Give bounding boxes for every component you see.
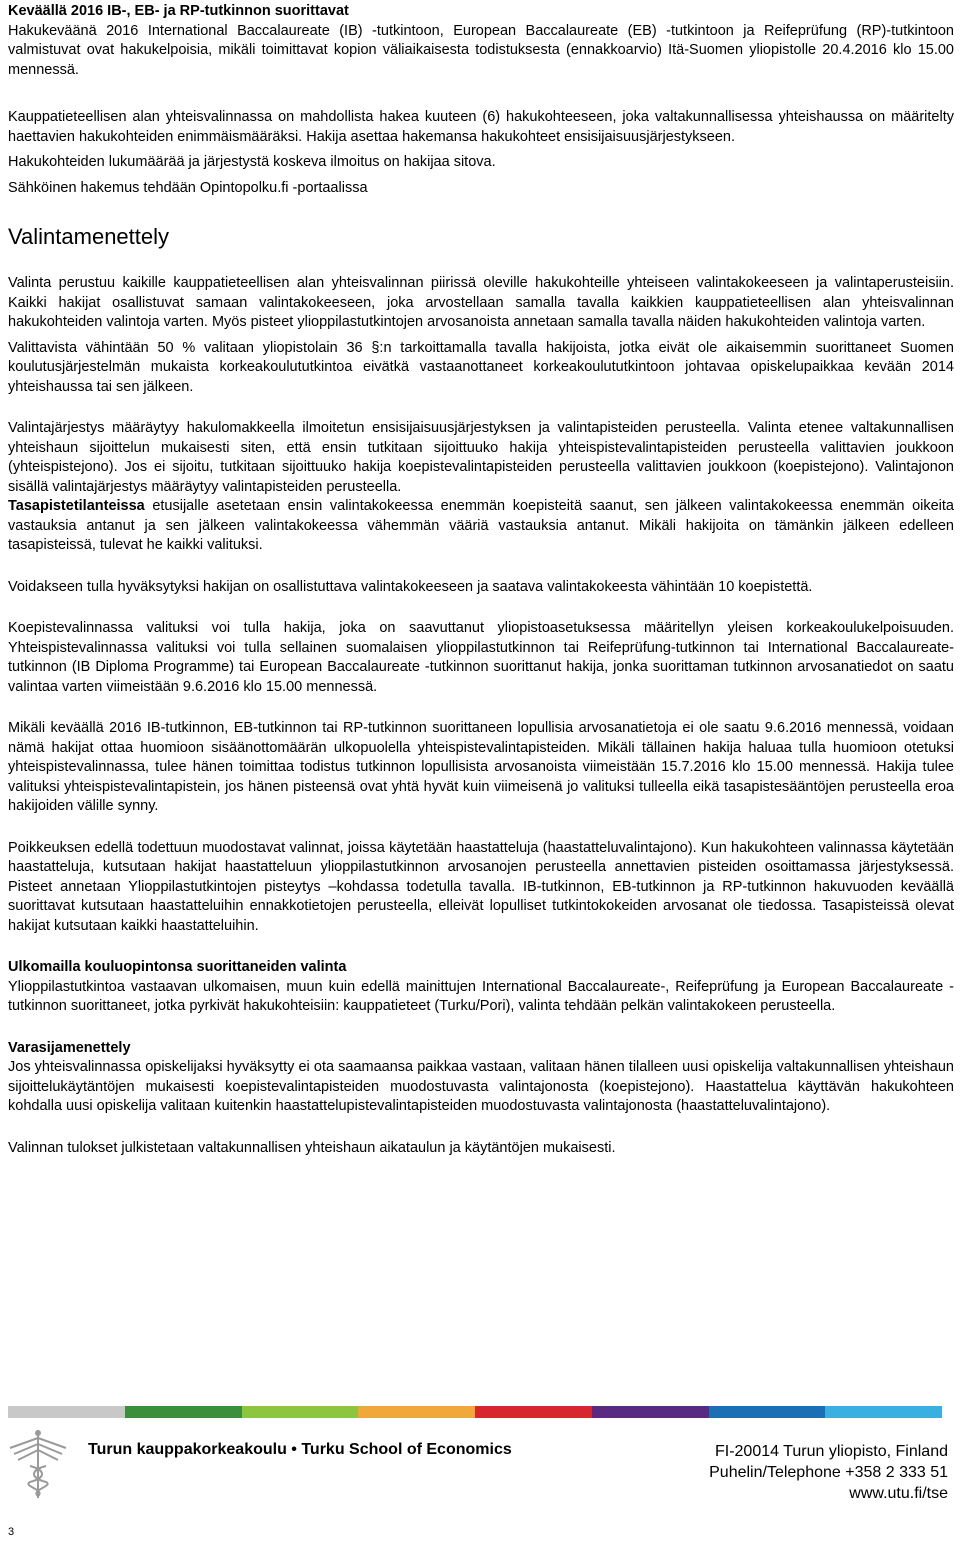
university-logo-icon — [6, 1428, 70, 1500]
footer-school-name: Turun kauppakorkeakoulu • Turku School of Economics — [88, 1441, 512, 1458]
footer-color-stripe — [8, 1406, 942, 1418]
tie-text: etusijalle asetetaan ensin valintakokeessa enemmän koepisteitä saanut, sen jälkeen valintakokeessa enemmän oikeita vastauksia antanut ja sen jälkeen valintakokeessa vähemmän vääriä vastauksia antanut. Mikäli hakijoita on tämänkin jälkeen edelleen tasapisteissä, tulevat he kaikki valituksi. — [8, 498, 954, 553]
application-p2: Hakukohteiden lukumäärää ja järjestystä koskeva ilmoitus on hakijaa sitova. — [8, 154, 496, 170]
footer-address: FI-20014 Turun yliopisto, Finland — [714, 1443, 948, 1460]
stripe-segment — [709, 1406, 826, 1418]
application-p1: Kauppatieteellisen alan yhteisvalinnassa on mahdollista hakea kuuteen (6) hakukohteeseen, joka valtakunnallisessa yhteishaussa on määritelty haettavien hakukohteiden enimmäismääräksi. Hakija asettaa hakemansa hakukohteet ensisijaisuusjärjestykseen. — [8, 109, 954, 145]
footer-web-link[interactable]: www.utu.fi/tse — [849, 1485, 948, 1502]
selection-p8: Poikkeuksen edellä todettuun muodostavat valinnat, joissa käytetään haastatteluja (haastatteluvalintajono). Kun hakukohteen valinnassa käytetään haastatteluja, kutsutaan hakijat haastatteluun ylioppilastutkinnon arvosanojen perusteella annettavien pisteiden osoittamassa järjestyksessä. Pisteet annetaan Ylioppilastutkintojen pisteytys –kohdassa todetulla tavalla. IB-tutkinnon, EB-tutkinnon ja RP-tutkinnon hakuvuoden keväällä suorittavat kutsutaan haastatteluihin ennakkotietojen perusteella, elleivät lopulliset tutkintokokeiden arvosanat ole tiedossa. Tasapisteissä olevat hakijat kutsutaan kaikki haastatteluihin. — [8, 839, 954, 934]
selection-p5: Voidakseen tulla hyväksytyksi hakijan on osallistuttava valintakokeeseen ja saatava valintakokeesta vähintään 10 koepistettä. — [8, 578, 813, 595]
abroad-heading: Ulkomailla kouluopintonsa suorittaneiden valinta — [8, 959, 347, 975]
selection-p2: Valittavista vähintään 50 % valitaan yliopistolain 36 §:n tarkoittamalla tavalla hakijoista, jotka eivät ole aikaisemmin suorittaneet Suomen koulutusjärjestelmän mukaista korkeakoulututkintoa eivätkä vastaanottaneet korkeakoulututkintoon johtavaa opiskelupaikkaa kevään 2014 yhteishaussa tai sen jälkeen. — [8, 339, 954, 395]
stripe-segment — [592, 1406, 709, 1418]
selection-p4 — [8, 497, 954, 556]
stripe-segment — [8, 1406, 125, 1418]
selection-p7: Mikäli keväällä 2016 IB-tutkinnon, EB-tutkinnon tai RP-tutkinnon suorittaneen lopullisia arvosanatietoja ei ole saatu 9.6.2016 mennessä, voidaan nämä hakijat ottaa huomioon sisäänottomäärän ulkopuolella yhteispistevalintapisteiden. Mikäli tällainen hakija haluaa tulla huomioon otetuksi yhteispistevalinnassa, tulee hänen toimittaa todistus tutkinnon lopullisista arvosanoista viimeistään 15.7.2016 klo 15.00 mennessä. Hakija tulee valituksi yhteispistevalintapistein, jos hänen pisteensä ovat yhtä hyvät kuin viimeisenä jo valituksi tulleella eikä tasapistesääntöjen perusteella eroa hakijoiden välille synny. — [8, 720, 954, 814]
tie-heading: Tasapistetilanteissa — [8, 498, 145, 514]
stripe-segment — [125, 1406, 242, 1418]
selection-p1: Valinta perustuu kaikille kauppatieteellisen alan yhteisvalinnan piirissä oleville hakukohteille yhteiseen valintakokeeseen ja valintaperusteisiin. Kaikki hakijat osallistuvat samaan valintakokeeseen, joka arvostellaan samalla tavalla kaikkien kauppatieteellisen alan yhteisvalinnan hakukohteiden valintoja varten. Myös pisteet ylioppilastutkintojen arvosanoista annetaan samalla tavalla näiden hakukohteiden valintoja varten. — [8, 275, 954, 330]
stripe-segment — [475, 1406, 592, 1418]
document-page — [8, 0, 954, 1158]
page-number: 3 — [8, 1526, 15, 1538]
results-text: Valinnan tulokset julkistetaan valtakunnallisen yhteishaun aikataulun ja käytäntöjen mukaisesti. — [8, 1139, 616, 1156]
reserve-text: Jos yhteisvalinnassa opiskelijaksi hyväksytty ei ota saamaansa paikkaa vastaan, valitaan hänen tilalleen uusi opiskelija valtakunnallisen yhteishaun sijoittelukäytäntöjen mukaisesti koepistevalintapisteiden muodostuvasta valintajonosta (koepistejono). Haastattelua käyttävän hakukohteen kohdalla uusi opiskelija valitaan kuitenkin haastattelupistevalintapisteiden muodostuvasta valintajonosta (haastatteluvalintajono). — [8, 1059, 954, 1114]
footer-contact — [709, 1441, 948, 1504]
application-p3: Sähköinen hakemus tehdään Opintopolku.fi -portaalissa — [8, 179, 368, 196]
stripe-segment — [825, 1406, 942, 1418]
selection-p6: Koepistevalinnassa valituksi voi tulla hakija, joka on saavuttanut yliopistoasetuksessa määritellyn yleisen korkeakoulukelpoisuuden. Yhteispistevalinnassa valituksi voi tulla sellainen suomalaisen ylioppilastutkinnon tai Reifeprüfung-tutkinnon tai International Baccalaureate-tutkinnon (IB Diploma Programme) tai European Baccalaureate -tutkinnon suorittanut hakija, jonka suorittaman tutkinnon arvosanatiedot on saatu valintaa varten viimeistään 9.6.2016 klo 15.00 mennessä. — [8, 620, 954, 695]
ib-text: Hakukeväänä 2016 International Baccalaureate (IB) -tutkintoon, European Baccalaureate (EB) -tutkintoon ja Reifeprüfung (RP)-tutkintoon valmistuvat ovat hakukelpoisia, mikäli toimittavat kopion väliaikaisesta todistuksesta (ennakkoarvio) Itä-Suomen yliopistolle 20.4.2016 klo 15.00 mennessä. — [8, 22, 954, 78]
reserve-heading: Varasijamenettely — [8, 1039, 131, 1056]
selection-title: Valintamenettely — [8, 224, 170, 249]
ib-heading: Keväällä 2016 IB-, EB- ja RP-tutkinnon suorittavat — [8, 3, 349, 19]
footer-phone: Puhelin/Telephone +358 2 333 51 — [709, 1464, 948, 1481]
stripe-segment — [242, 1406, 359, 1418]
stripe-segment — [358, 1406, 475, 1418]
selection-p3: Valintajärjestys määräytyy hakulomakkeella ilmoitetun ensisijaisuusjärjestyksen ja valintapisteiden perusteella. Valinta etenee valtakunnallisen yhteishaun sijoittelun mukaisesti siten, että ensin tutkitaan sijoittuuko hakija yhteispistevalintapisteiden perusteella valittavien joukkoon (yhteispistejono). Jos ei sijoitu, tutkitaan sijoittuuko hakija koepistevalintapisteiden perusteella valittavien joukkoon (koepistejono). Valintajonon sisällä valintajärjestys määräytyy valintapisteiden perusteella. — [8, 420, 954, 495]
abroad-text: Ylioppilastutkintoa vastaavan ulkomaisen, muun kuin edellä mainittujen International Baccalaureate-, Reifeprüfung ja European Baccalaureate -tutkinnon suorittaneet, jotka pyrkivät hakukohteisiin: kauppatieteet (Turku/Pori), valinta tehdään pelkän valintakokeen perusteella. — [8, 978, 954, 1014]
